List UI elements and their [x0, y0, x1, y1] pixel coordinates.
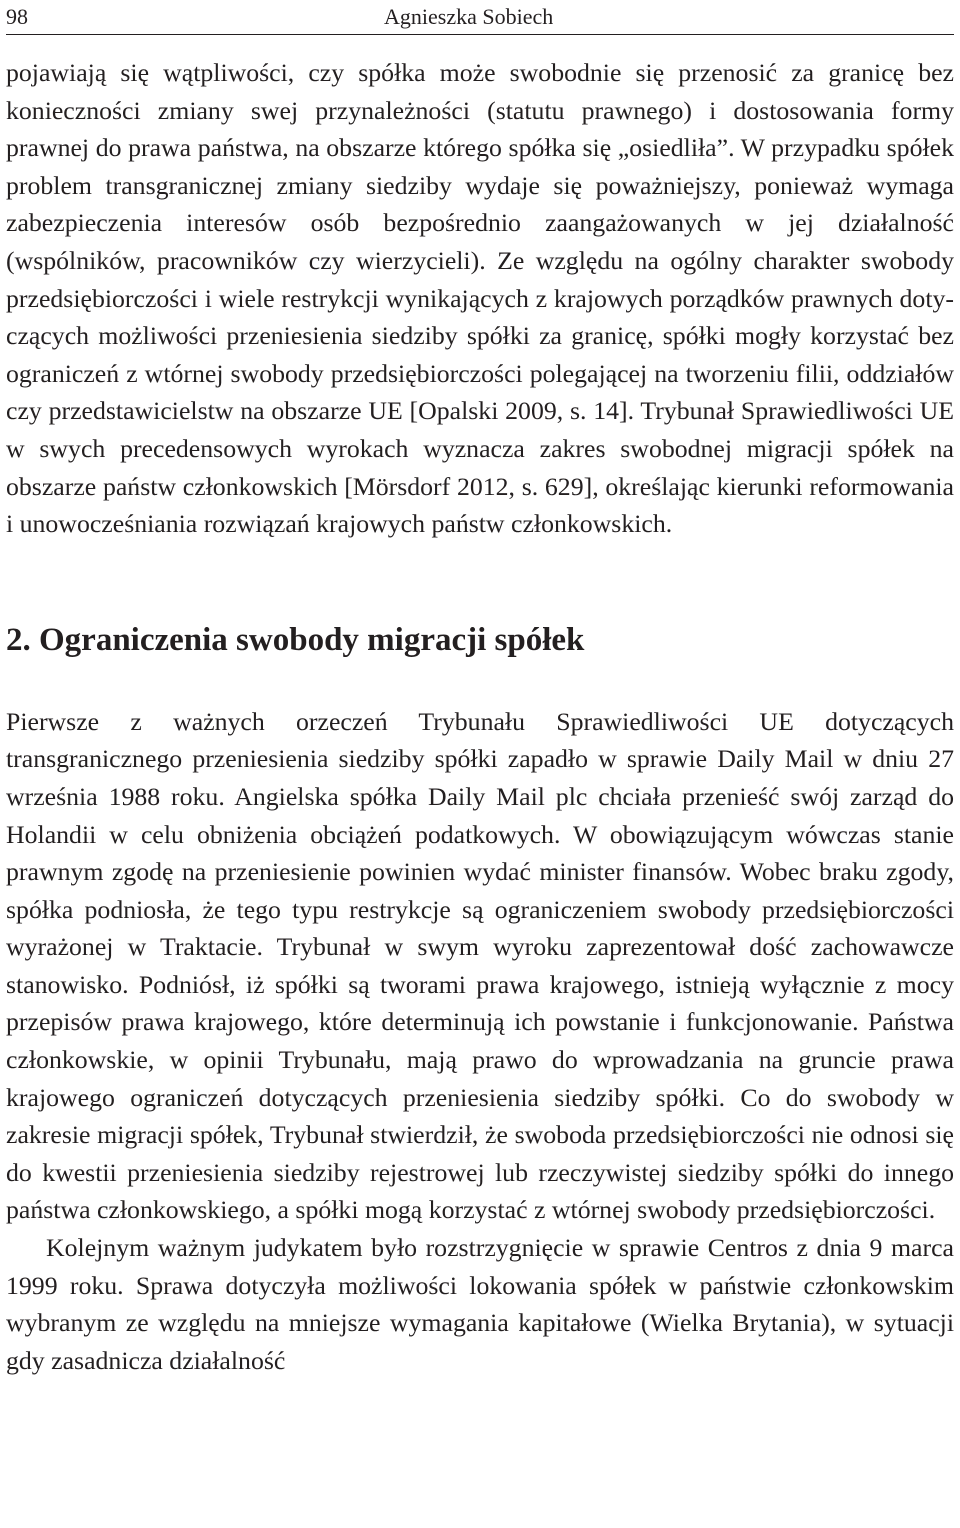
page-number: 98: [6, 4, 28, 29]
paragraph-intro: pojawiają się wątpliwości, czy spółka może swobodnie się przenosić za granicę bez konieczności zmiany swej przynależności (statutu prawnego) i dostosowania formy prawnej do prawa państwa, na obszarze którego spółka się „osiedliła”. W przypadku spółek problem transgranicznej zmiany siedziby wydaje się poważniejszy, ponieważ wymaga zabezpieczenia interesów osób bezpośrednio zaangażowanych w jej działalność (wspólników, pracowników czy wierzycieli). Ze względu na ogólny charakter swobody przedsiębiorczości i wiele restrykcji wynikających z krajowych porządków prawnych dotyczących możliwości przeniesienia siedziby spółki za granicę, spółki mogły korzystać bez ograniczeń z wtórnej swobody przedsiębiorczości polegającej na tworzeniu filii, oddziałów czy przedstawicielstw na obszarze UE [Opalski 2009, s. 14]. Trybunał Sprawiedliwości UE w swych precedensowych wyrokach wyznacza zakres swobodnej migracji spółek na obszarze państw członkowskich [Mörsdorf 2012, s. 629], określając kierunki reformowania i unowocześniania rozwiązań krajowych państw członkowskich.: [6, 58, 954, 539]
running-header: [6, 0, 954, 35]
section-heading: 2. Ograniczenia swobody migracji spółek: [6, 621, 585, 658]
running-title-author: Agnieszka Sobiech: [384, 4, 554, 29]
paragraph-daily-mail: Pierwsze z ważnych orzeczeń Trybunału Sprawiedliwości UE dotyczących transgranicznego przeniesienia siedziby spółki zapadło w sprawie Daily Mail w dniu 27 września 1988 roku. Angielska spółka Daily Mail plc chciała przenieść swój zarząd do Holandii w celu obniżenia obciążeń podatkowych. W obowiązującym wówczas stanie prawnym zgodę na przeniesienie powinien wydać minister finansów. Wobec braku zgody, spółka podniosła, że tego typu restrykcje są ograniczeniem swobody przedsiębiorczości wyrażonej w Traktacie. Trybunał w swym wyroku zaprezentował dość zachowawcze stanowisko. Podniósł, iż spółki są tworami prawa krajowego, istnieją wyłącznie z mocy przepisów prawa krajowego, które determinują ich powstanie i funkcjonowanie. Państwa członkowskie, w opinii Trybunału, mają prawo do wprowadzania na gruncie prawa krajowego ograniczeń dotyczących przeniesienia siedziby spółki. Co do swobody w zakresie migracji spółek, Trybunał stwierdził, że swoboda przedsiębiorczości nie odnosi się do kwestii przeniesienia siedziby rejestrowej lub rzeczywistej siedziby spółki do innego państwa członkowskiego, a spółki mogą korzystać z wtórnej swobody przedsiębiorczości.: [6, 706, 954, 1225]
paragraph-centros: Kolejnym ważnym judykatem było rozstrzygnięcie w sprawie Centros z dnia 9 marca 1999 roku. Sprawa dotyczyła możliwości lokowania spółek w państwie członkowskim wybranym ze względu na mniejsze wymagania kapitałowe (Wielka Brytania), w sytuacji gdy zasadnicza działalność: [6, 1233, 954, 1375]
